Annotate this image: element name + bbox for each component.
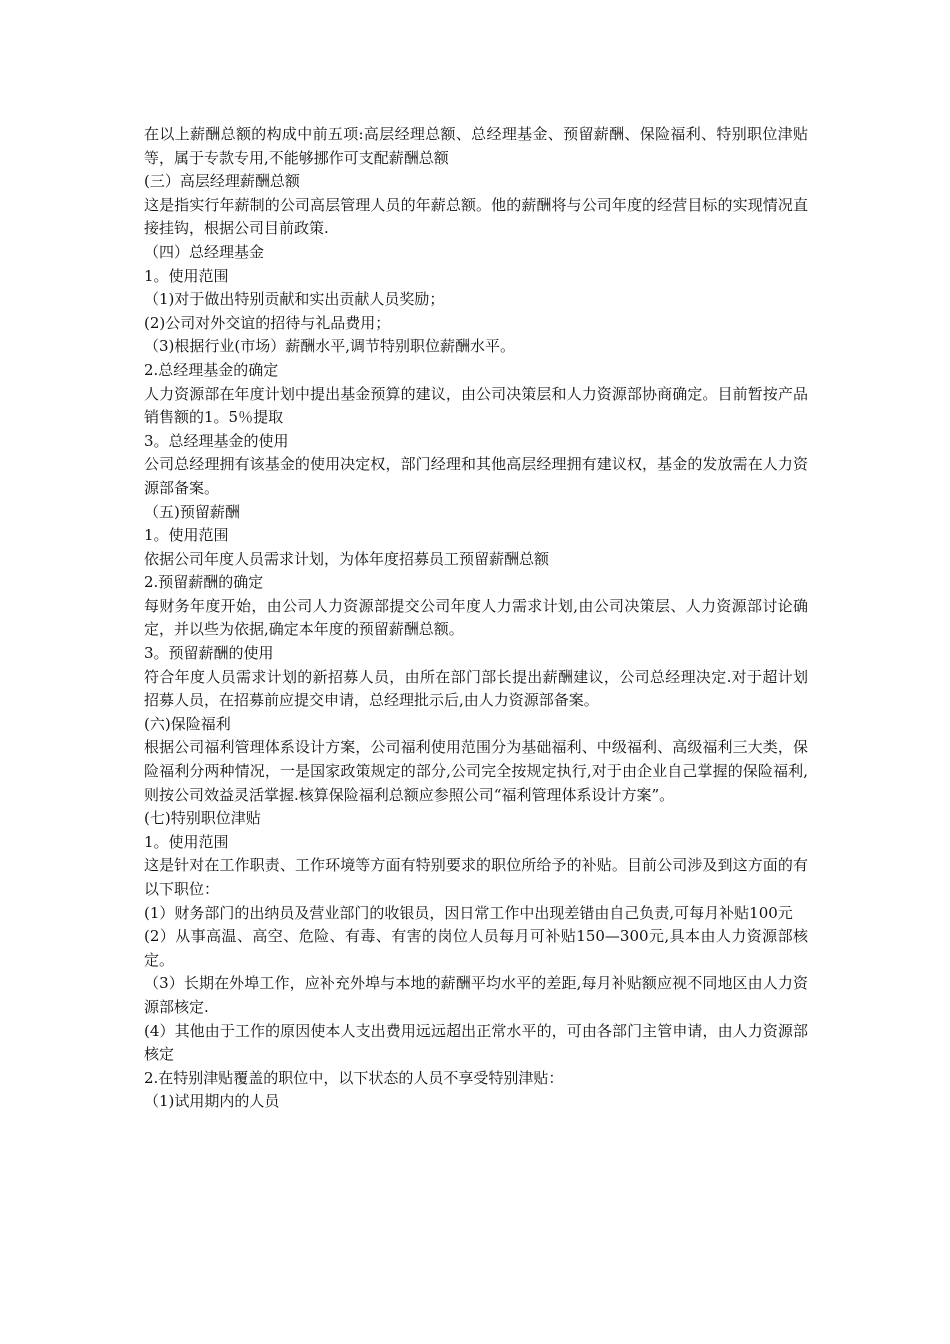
paragraph: 根据公司福利管理体系设计方案，公司福利使用范围分为基础福利、中级福利、高级福利三大类，保险福利分两种情况，一是国家政策规定的部分,公司完全按规定执行,对于由企业自己掌握的保险福利,则按公司效益灵活掌握.核算保险福利总额应参照公司“福利管理体系设计方案”。	[144, 738, 808, 804]
subheading: 3。预留薪酬的使用	[144, 644, 274, 663]
paragraph: 这是指实行年薪制的公司高层管理人员的年薪总额。他的薪酬将与公司年度的经营目标的实现情况直接挂钩，根据公司目前政策.	[144, 195, 808, 238]
subheading: 1。使用范围	[144, 526, 229, 545]
list-item: （3)根据行业(市场）薪酬水平,调节特别职位薪酬水平。	[144, 337, 516, 356]
subheading: 1。使用范围	[144, 266, 229, 285]
list-item: （3）长期在外埠工作，应补充外埠与本地的薪酬平均水平的差距,每月补贴额应视不同地区由人力资源部核定.	[144, 974, 808, 1016]
list-item: （1)对于做出特别贡献和实出贡献人员奖励；	[144, 290, 445, 309]
paragraph: 人力资源部在年度计划中提出基金预算的建议，由公司决策层和人力资源部协商确定。目前暂按产品销售额的1。5％提取	[144, 384, 808, 427]
paragraph: 公司总经理拥有该基金的使用决定权，部门经理和其他高层经理拥有建议权，基金的发放需在人力资源部备案。	[144, 455, 808, 497]
subheading: 2.预留薪酬的确定	[144, 573, 264, 592]
list-item: (2）从事高温、高空、危险、有毒、有害的岗位人员每月可补贴150—300元,具本由人力资源部核定。	[144, 927, 808, 969]
paragraph: 依据公司年度人员需求计划，为体年度招募员工预留薪酬总额	[144, 549, 550, 568]
paragraph: 这是针对在工作职责、工作环境等方面有特别要求的职位所给予的补贴。目前公司涉及到这方面的有以下职位：	[144, 856, 808, 898]
paragraph: 每财务年度开始，由公司人力资源部提交公司年度人力需求计划,由公司决策层、人力资源部讨论确定，并以些为依据,确定本年度的预留薪酬总额。	[144, 596, 808, 639]
paragraph: 在以上薪酬总额的构成中前五项:高层经理总额、总经理基金、预留薪酬、保险福利、特别职位津贴等，属于专款专用,不能够挪作可支配薪酬总额	[144, 125, 808, 167]
document-body	[144, 123, 808, 1114]
list-item: (1）财务部门的出纳员及营业部门的收银员，因日常工作中出现差错由自己负责,可每月补贴100元	[144, 903, 793, 922]
subheading: 3。总经理基金的使用	[144, 431, 289, 450]
list-item: （1)试用期内的人员	[144, 1092, 280, 1111]
section-heading: (六)保险福利	[144, 714, 231, 733]
subheading: 2.在特别津贴覆盖的职位中，以下状态的人员不享受特别津贴：	[144, 1068, 564, 1087]
section-heading: （五)预留薪酬	[144, 502, 240, 521]
subheading: 1。使用范围	[144, 832, 229, 851]
list-item: (2)公司对外交谊的招待与礼品费用；	[144, 313, 391, 332]
section-heading: (三）高层经理薪酬总额	[144, 172, 300, 191]
section-heading: (七)特别职位津贴	[144, 809, 261, 828]
section-heading: （四）总经理基金	[144, 242, 265, 261]
list-item: (4）其他由于工作的原因使本人支出费用远远超出正常水平的，可由各部门主管申请，由人力资源部核定	[144, 1021, 808, 1064]
paragraph: 符合年度人员需求计划的新招募人员，由所在部门部长提出薪酬建议，公司总经理决定.对于超计划招募人员，在招募前应提交申请，总经理批示后,由人力资源部备案。	[144, 667, 808, 710]
subheading: 2.总经理基金的确定	[144, 360, 279, 379]
